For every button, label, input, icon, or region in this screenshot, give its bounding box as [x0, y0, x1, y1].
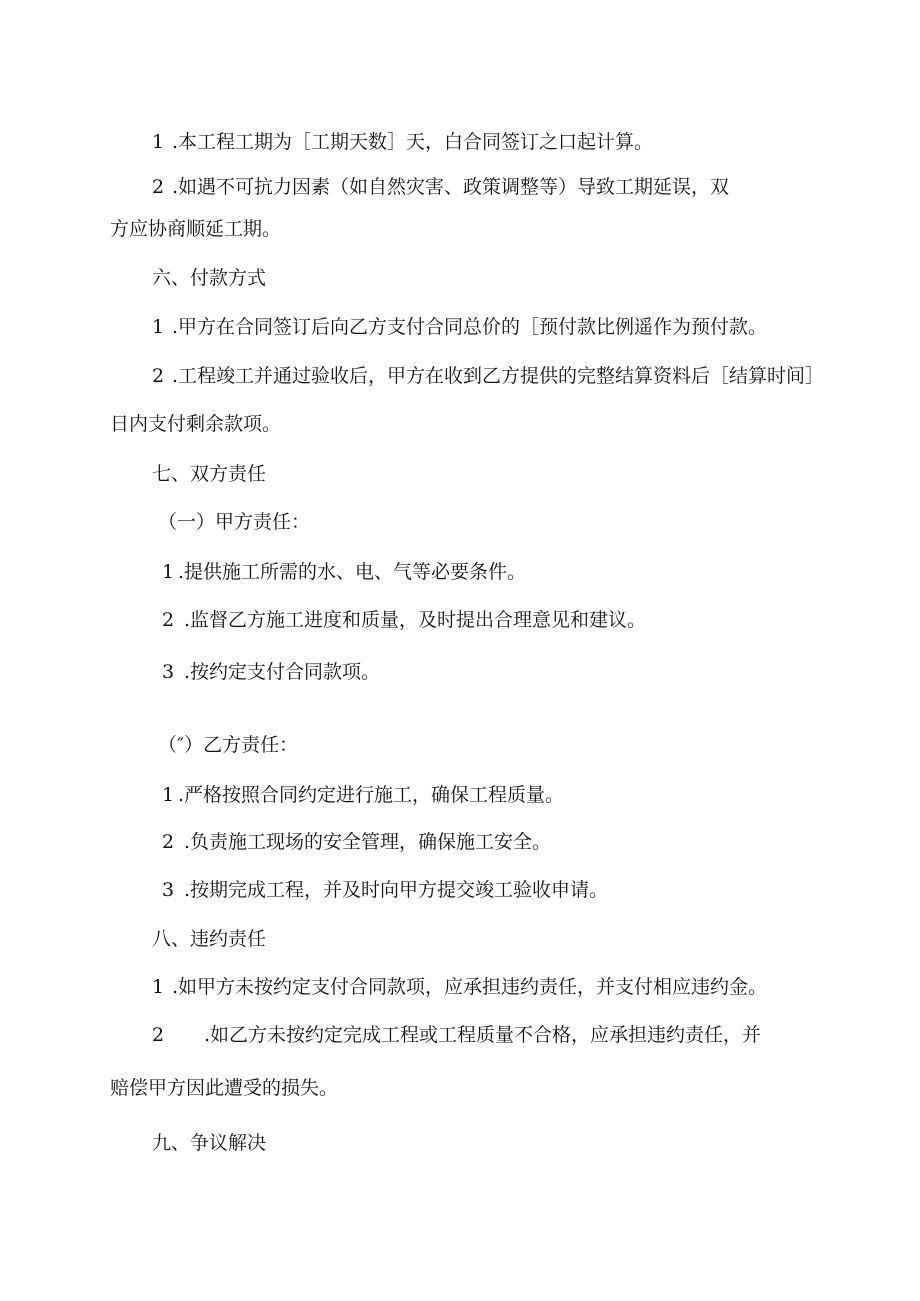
subsection-heading-party-b: （″）乙方责任：: [158, 734, 299, 756]
item-number: 1: [152, 131, 165, 153]
clause-5-item-2: [152, 178, 729, 197]
party-b-item-3: [162, 881, 608, 900]
item-number: 2: [162, 831, 175, 853]
item-number: 3: [162, 879, 175, 901]
item-number: 2: [152, 365, 165, 387]
item-number: 1: [152, 976, 165, 998]
section-heading-breach: 八、违约责任: [152, 928, 267, 950]
item-text: .严格按照合同约定进行施工，确保工程质量。: [178, 784, 565, 806]
item-number: 2: [152, 1024, 165, 1046]
section-heading-dispute: 九、争议解决: [152, 1132, 267, 1154]
section-heading-payment: 六、付款方式: [152, 267, 267, 289]
item-number: 2: [152, 176, 165, 198]
item-number: 1: [152, 316, 165, 338]
clause-5-item-1: [152, 133, 653, 152]
item-text: .本工程工期为［工期天数］天，白合同签订之口起计算。: [172, 131, 654, 153]
item-number: 3: [162, 661, 175, 683]
section-heading-responsibilities: 七、双方责任: [152, 463, 267, 485]
item-text: .按期完成工程，并及时向甲方提交竣工验收申请。: [184, 879, 609, 901]
clause-8-item-1: [152, 978, 767, 997]
clause-8-item-2-continuation: 赔偿甲方因此遭受的损失。: [110, 1077, 339, 1099]
clause-6-item-1: [152, 318, 767, 337]
item-text: .按约定支付合同款项。: [184, 661, 381, 683]
clause-5-item-2-continuation: 方应协商顺延工期。: [110, 218, 282, 240]
party-a-item-2: [162, 611, 646, 630]
item-text: .如遇不可抗力因素（如自然灾害、政策调整等）导致工期延误，双: [172, 176, 730, 198]
item-number: 1: [162, 784, 175, 806]
item-text: .如甲方未按约定支付合同款项，应承担违约责任，并支付相应违约金。: [172, 976, 768, 998]
clause-8-item-2: [152, 1026, 761, 1045]
subsection-heading-party-a: （一）甲方责任：: [158, 511, 311, 533]
item-number: 1: [162, 561, 175, 583]
party-a-item-3: [162, 663, 380, 682]
clause-6-item-2: [152, 367, 824, 386]
item-text: .工程竣工并通过验收后，甲方在收到乙方提供的完整结算资料后［结算时间］: [172, 365, 825, 387]
item-text: .甲方在合同签订后向乙方支付合同总价的［预付款比例遥作为预付款。: [172, 316, 768, 338]
item-text: .监督乙方施工进度和质量，及时提出合理意见和建议。: [184, 609, 647, 631]
clause-6-item-2-continuation: 日内支付剩余款项。: [110, 413, 282, 435]
item-text: .提供施工所需的水、电、气等必要条件。: [178, 561, 527, 583]
item-text: .负责施工现场的安全管理，确保施工安全。: [184, 831, 552, 853]
item-number: 2: [162, 609, 175, 631]
party-b-item-2: [162, 833, 551, 852]
item-text: .如乙方未按约定完成工程或工程质量不合格，应承担违约责任，并: [204, 1024, 762, 1046]
party-a-item-1: [162, 563, 526, 582]
party-b-item-1: [162, 786, 564, 805]
